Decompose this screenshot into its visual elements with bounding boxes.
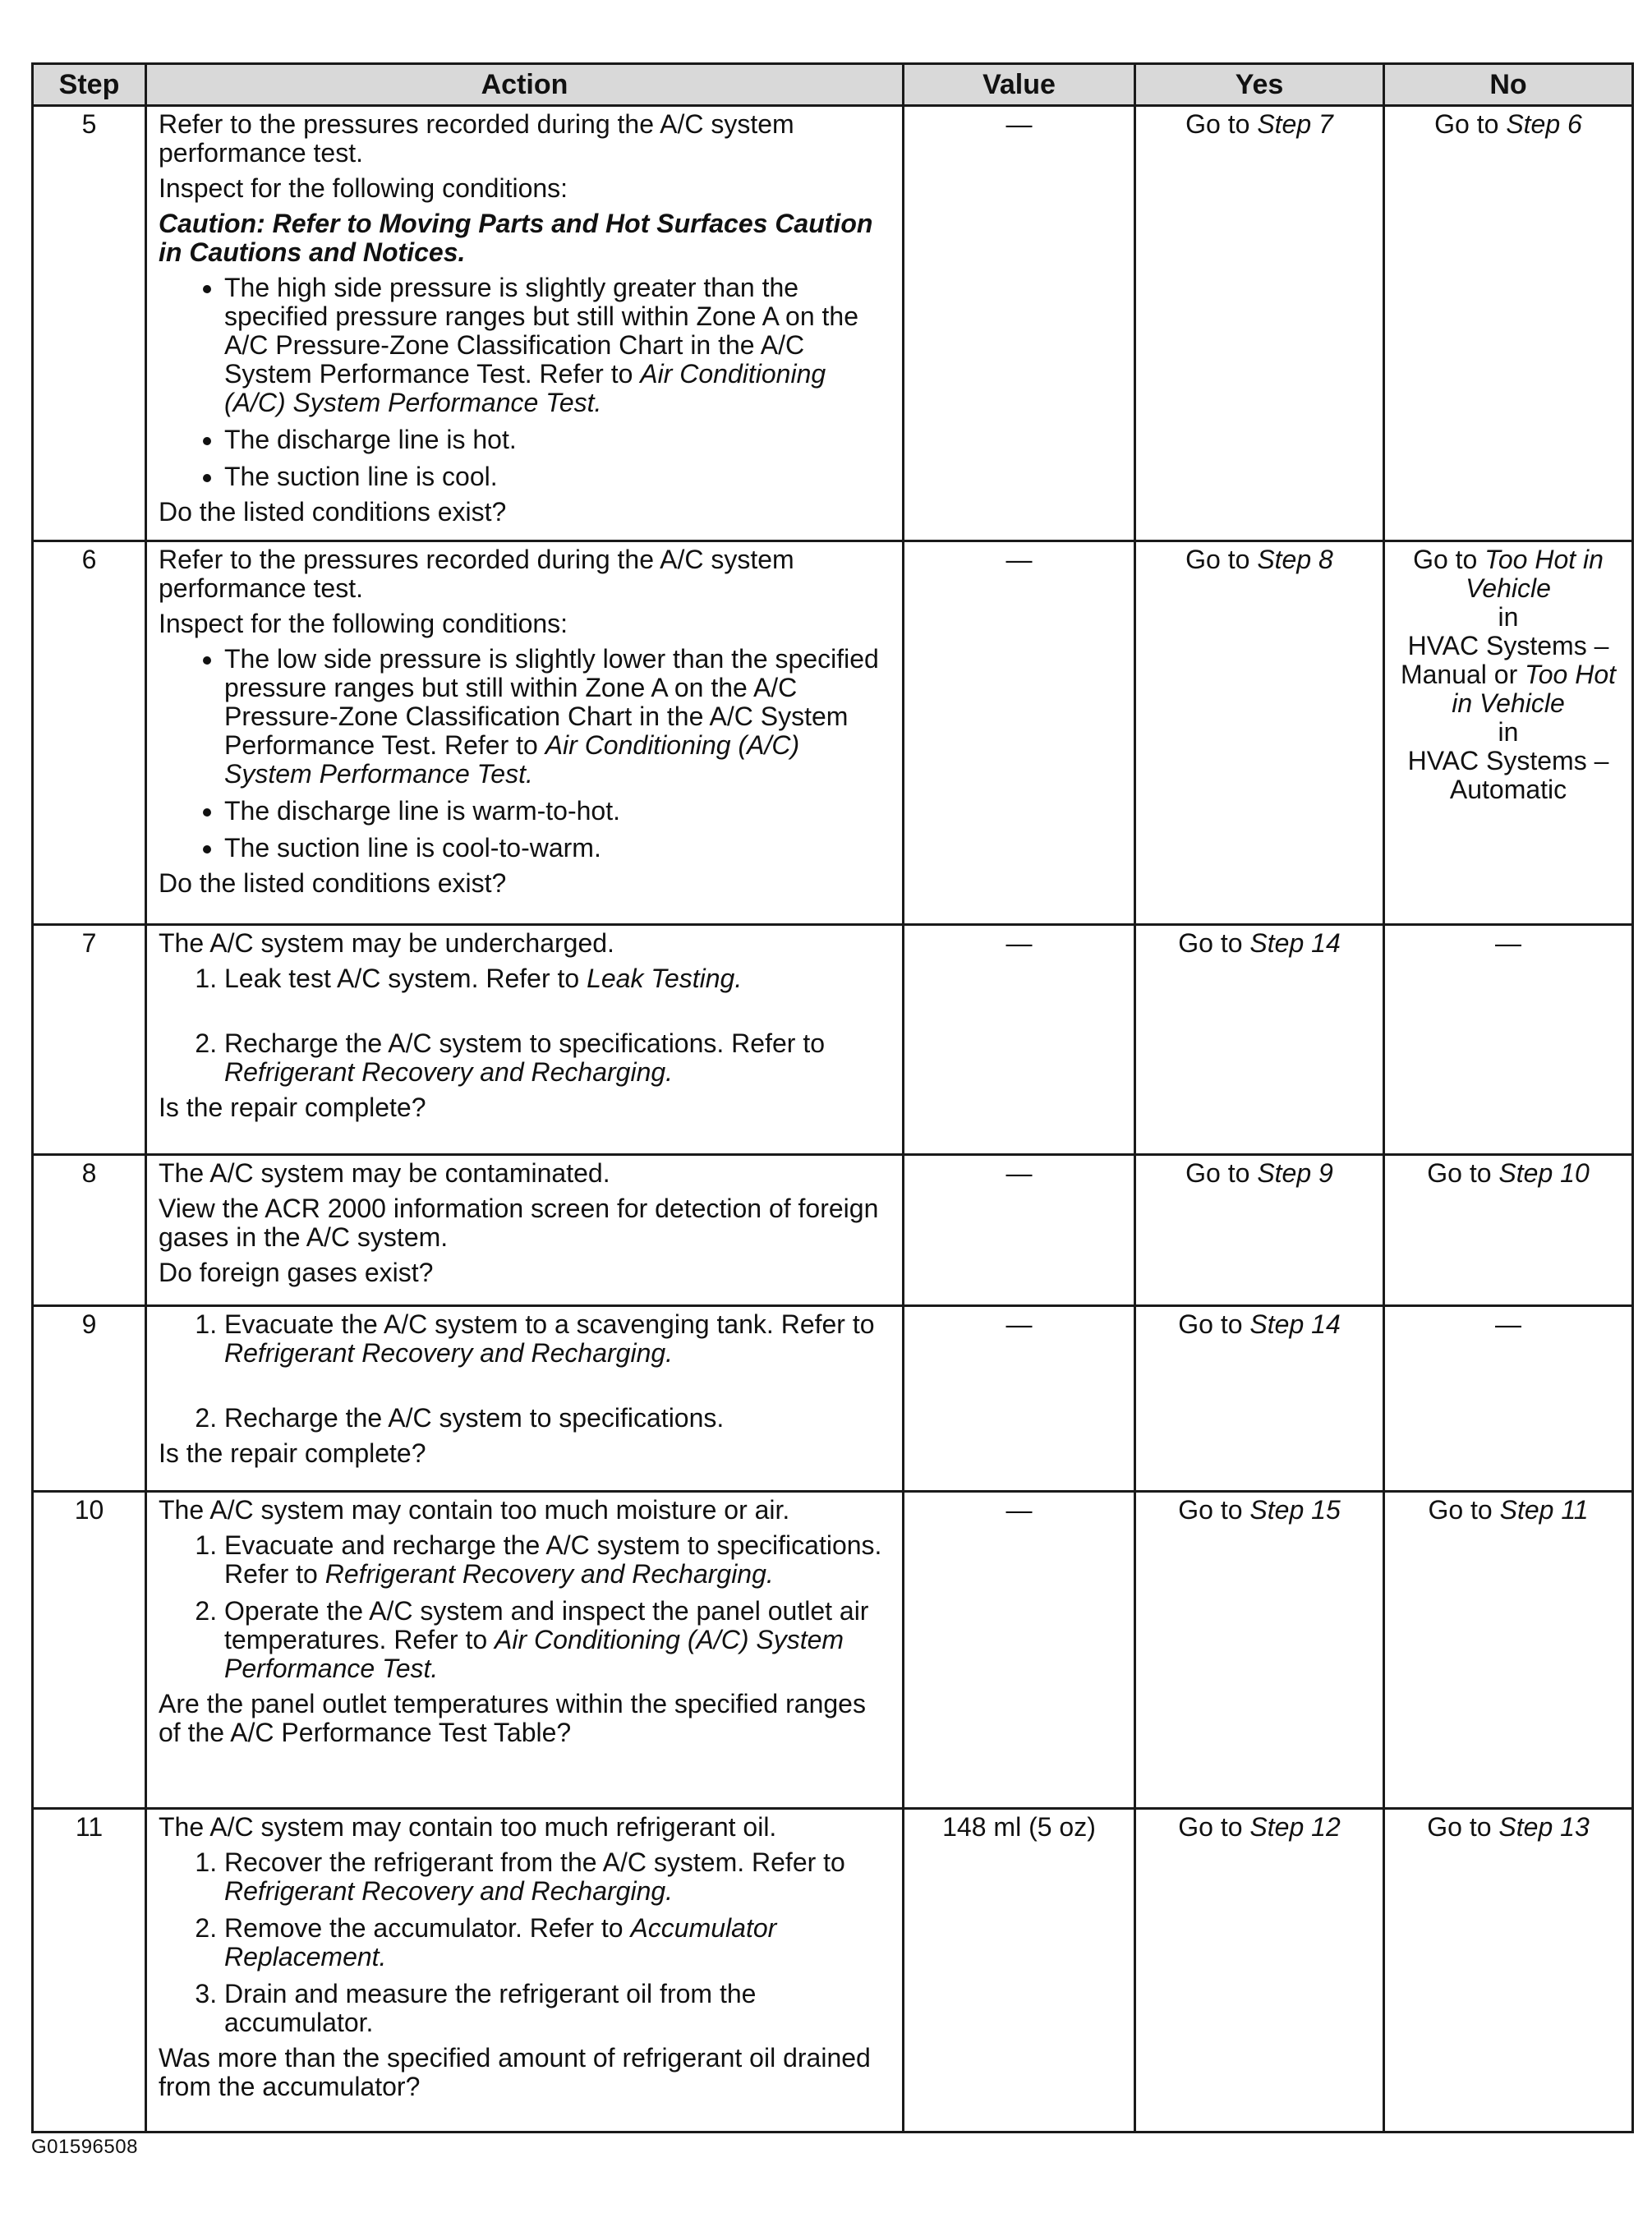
action-question: Do foreign gases exist? <box>159 1258 434 1287</box>
procedure-item: 2. Recharge the A/C system to specifications. <box>224 1404 890 1433</box>
yes-cell: Go to Step 12 <box>1135 1809 1384 2132</box>
step-row-7 <box>33 925 1633 1155</box>
yes-cell: Go to Step 7 <box>1135 106 1384 541</box>
yes-cell: Go to Step 8 <box>1135 541 1384 925</box>
reference-link: Refrigerant Recovery and Recharging. <box>224 1876 674 1906</box>
header-no: No <box>1384 64 1633 106</box>
step-row-10 <box>33 1492 1633 1809</box>
procedure-item: 1. Leak test A/C system. Refer to Leak Testing. <box>224 964 890 993</box>
procedure-list <box>159 1531 890 1683</box>
reference-link: Accumulator Replacement. <box>224 1913 777 1971</box>
action-question: Do the listed conditions exist? <box>159 868 507 898</box>
procedure-reference: Too Hot in Vehicle <box>1452 660 1617 718</box>
procedure-list <box>159 1848 890 2037</box>
step-reference: Step 12 <box>1249 1812 1341 1842</box>
no-cell: Go to Too Hot in Vehicle in HVAC Systems – Manual or Too Hot in Vehicle in HVAC Systems – Automatic <box>1384 541 1633 925</box>
action-cell <box>146 1809 904 2132</box>
value-cell: — <box>904 106 1135 541</box>
reference-link: Air Conditioning (A/C) System Performance Test. <box>224 359 826 417</box>
action-text: Inspect for the following conditions: <box>159 173 568 203</box>
step-reference: Step 11 <box>1499 1495 1589 1525</box>
step-reference: Step 10 <box>1498 1158 1590 1188</box>
step-reference: Step 15 <box>1249 1495 1341 1525</box>
figure-id: G01596508 <box>31 2136 138 2158</box>
procedure-item: 2. Remove the accumulator. Refer to Accumulator Replacement. <box>224 1914 890 1971</box>
condition-item: • The suction line is cool-to-warm. <box>224 834 890 863</box>
yes-cell: Go to Step 15 <box>1135 1492 1384 1809</box>
condition-item: • The high side pressure is slightly greater than the specified pressure ranges but still within Zone A on the A/C Pressure-Zone Classification Chart in the A/C System Performance Test. Refer to Air Conditioning (A/C) System Performance Test. <box>224 274 890 417</box>
value-cell: — <box>904 1155 1135 1306</box>
procedure-item: 1. Evacuate and recharge the A/C system to specifications. Refer to Refrigerant Recovery and Recharging. <box>224 1531 890 1589</box>
step-number: 10 <box>33 1492 146 1809</box>
no-cell: Go to Step 11 <box>1384 1492 1633 1809</box>
header-step: Step <box>33 64 146 106</box>
no-cell: Go to Step 6 <box>1384 106 1633 541</box>
condition-item: • The low side pressure is slightly lower than the specified pressure ranges but still within Zone A on the A/C Pressure-Zone Classification Chart in the A/C System Performance Test. Refer to Air Conditioning (A/C) System Performance Test. <box>224 645 890 789</box>
step-row-8 <box>33 1155 1633 1306</box>
step-reference: Step 8 <box>1257 545 1333 574</box>
yes-cell: Go to Step 9 <box>1135 1155 1384 1306</box>
reference-link: Air Conditioning (A/C) System Performance Test. <box>224 1625 844 1683</box>
header-action: Action <box>146 64 904 106</box>
action-question: Are the panel outlet temperatures within the specified ranges of the A/C Performance Test Table? <box>159 1689 866 1747</box>
step-number: 11 <box>33 1809 146 2132</box>
action-text: Refer to the pressures recorded during the A/C system performance test. <box>159 109 794 168</box>
action-text: The A/C system may be undercharged. <box>159 928 614 958</box>
procedure-list <box>159 964 890 1087</box>
reference-link: Leak Testing. <box>587 964 743 993</box>
procedure-reference: Too Hot in Vehicle <box>1466 545 1604 603</box>
step-reference: Step 13 <box>1498 1812 1590 1842</box>
step-reference: Step 9 <box>1257 1158 1333 1188</box>
procedure-item: 2. Recharge the A/C system to specifications. Refer to Refrigerant Recovery and Recharging. <box>224 1029 890 1087</box>
header-row <box>33 64 1633 106</box>
step-reference: Step 6 <box>1506 109 1582 139</box>
value-cell: — <box>904 541 1135 925</box>
procedure-item: 3. Drain and measure the refrigerant oil from the accumulator. <box>224 1980 890 2037</box>
no-cell: Go to Step 13 <box>1384 1809 1633 2132</box>
action-text: The A/C system may contain too much moisture or air. <box>159 1495 790 1525</box>
action-question: Is the repair complete? <box>159 1438 426 1468</box>
step-row-6 <box>33 541 1633 925</box>
condition-list <box>159 274 890 491</box>
no-cell: Go to Step 10 <box>1384 1155 1633 1306</box>
procedure-item: 1. Recover the refrigerant from the A/C system. Refer to Refrigerant Recovery and Recharging. <box>224 1848 890 1906</box>
step-reference: Step 14 <box>1249 1309 1341 1339</box>
action-text: The A/C system may contain too much refrigerant oil. <box>159 1812 777 1842</box>
action-cell <box>146 541 904 925</box>
diagnostic-table <box>31 62 1634 2133</box>
action-cell <box>146 1155 904 1306</box>
condition-item: • The discharge line is hot. <box>224 426 890 454</box>
yes-cell: Go to Step 14 <box>1135 925 1384 1155</box>
reference-link: Refrigerant Recovery and Recharging. <box>324 1559 774 1589</box>
reference-link: Refrigerant Recovery and Recharging. <box>224 1338 674 1368</box>
step-number: 8 <box>33 1155 146 1306</box>
procedure-item: 2. Operate the A/C system and inspect the panel outlet air temperatures. Refer to Air Conditioning (A/C) System Performance Test. <box>224 1597 890 1683</box>
value-cell: — <box>904 1492 1135 1809</box>
value-cell: — <box>904 925 1135 1155</box>
step-number: 5 <box>33 106 146 541</box>
step-reference: Step 7 <box>1257 109 1333 139</box>
step-number: 9 <box>33 1306 146 1492</box>
step-number: 6 <box>33 541 146 925</box>
action-cell <box>146 106 904 541</box>
no-cell: — <box>1384 1306 1633 1492</box>
action-question: Was more than the specified amount of refrigerant oil drained from the accumulator? <box>159 2043 871 2101</box>
step-row-9 <box>33 1306 1633 1492</box>
procedure-list <box>159 1310 890 1433</box>
action-text: Inspect for the following conditions: <box>159 609 568 638</box>
action-cell <box>146 925 904 1155</box>
action-text: The A/C system may be contaminated. <box>159 1158 610 1188</box>
value-cell: 148 ml (5 oz) <box>904 1809 1135 2132</box>
action-cell <box>146 1306 904 1492</box>
action-question: Is the repair complete? <box>159 1093 426 1122</box>
caution-text: Caution: Refer to Moving Parts and Hot Surfaces Caution in Cautions and Notices. <box>159 209 873 267</box>
condition-list <box>159 645 890 863</box>
step-reference: Step 14 <box>1249 928 1341 958</box>
step-row-11 <box>33 1809 1633 2132</box>
action-text: View the ACR 2000 information screen for detection of foreign gases in the A/C system. <box>159 1194 879 1252</box>
condition-item: • The suction line is cool. <box>224 462 890 491</box>
procedure-item: 1. Evacuate the A/C system to a scavenging tank. Refer to Refrigerant Recovery and Recharging. <box>224 1310 890 1368</box>
header-yes: Yes <box>1135 64 1384 106</box>
value-cell: — <box>904 1306 1135 1492</box>
no-cell: — <box>1384 925 1633 1155</box>
condition-item: • The discharge line is warm-to-hot. <box>224 797 890 826</box>
action-cell <box>146 1492 904 1809</box>
step-row-5 <box>33 106 1633 541</box>
reference-link: Air Conditioning (A/C) System Performance Test. <box>224 730 800 789</box>
header-value: Value <box>904 64 1135 106</box>
step-number: 7 <box>33 925 146 1155</box>
action-question: Do the listed conditions exist? <box>159 497 507 527</box>
action-text: Refer to the pressures recorded during the A/C system performance test. <box>159 545 794 603</box>
reference-link: Refrigerant Recovery and Recharging. <box>224 1057 674 1087</box>
yes-cell: Go to Step 14 <box>1135 1306 1384 1492</box>
